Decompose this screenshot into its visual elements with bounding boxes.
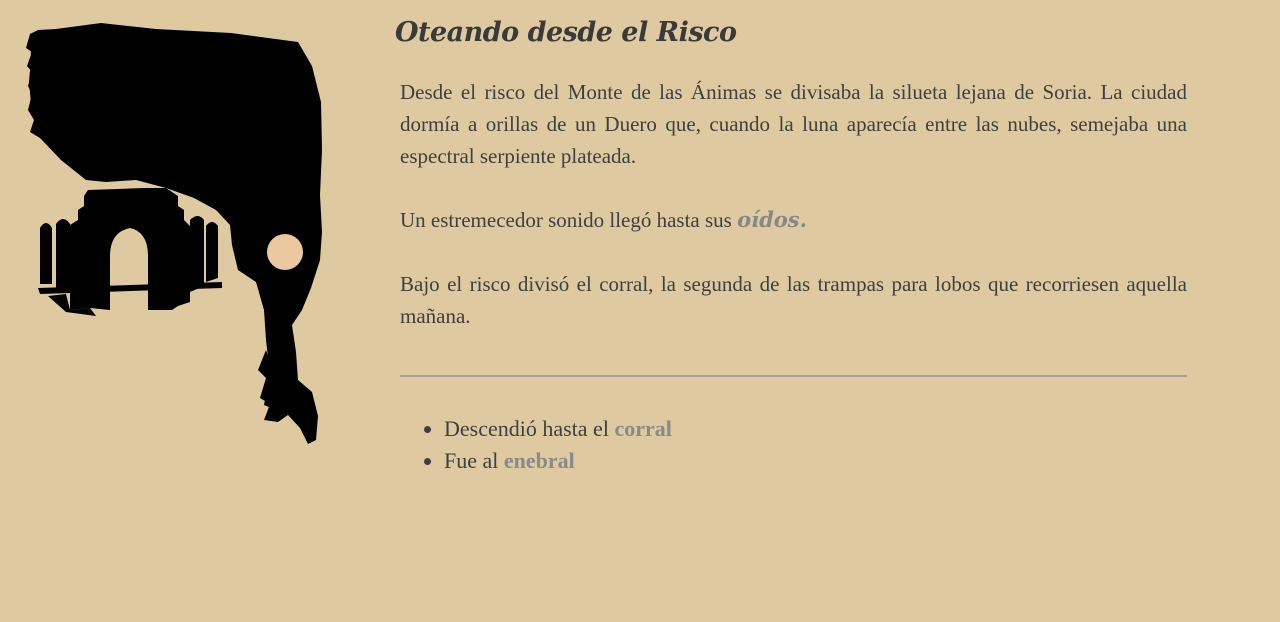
choice-item bbox=[444, 445, 1187, 477]
divider bbox=[400, 375, 1187, 377]
choice-list bbox=[395, 413, 1187, 477]
choice-prefix: Descendió hasta el bbox=[444, 416, 615, 441]
choice-item bbox=[444, 413, 1187, 445]
story-content bbox=[395, 14, 1187, 477]
moon-icon bbox=[267, 234, 303, 270]
paragraph-1: Desde el risco del Monte de las Ánimas se divisaba la silueta lejana de Soria. La ciudad dormía a orillas de un Duero que, cuando la luna aparecía entre las nubes, semejaba una espectral serpiente plateada. bbox=[400, 80, 1187, 168]
paragraph-3: Bajo el risco divisó el corral, la segunda de las trampas para lobos que recorriesen aquella mañana. bbox=[400, 272, 1187, 328]
oidos-link[interactable]: oídos. bbox=[737, 207, 807, 232]
page-title: Oteando desde el Risco bbox=[395, 17, 737, 48]
choice-prefix: Fue al bbox=[444, 448, 504, 473]
choice-link-corral[interactable]: corral bbox=[614, 416, 672, 441]
story-illustration bbox=[26, 20, 331, 450]
arches-silhouette bbox=[38, 188, 222, 316]
hooded-figure-silhouette bbox=[26, 20, 331, 450]
paragraph-2-text: Un estremecedor sonido llegó hasta sus bbox=[400, 208, 738, 232]
choice-link-enebral[interactable]: enebral bbox=[503, 448, 575, 473]
paragraph-2 bbox=[400, 204, 1187, 236]
